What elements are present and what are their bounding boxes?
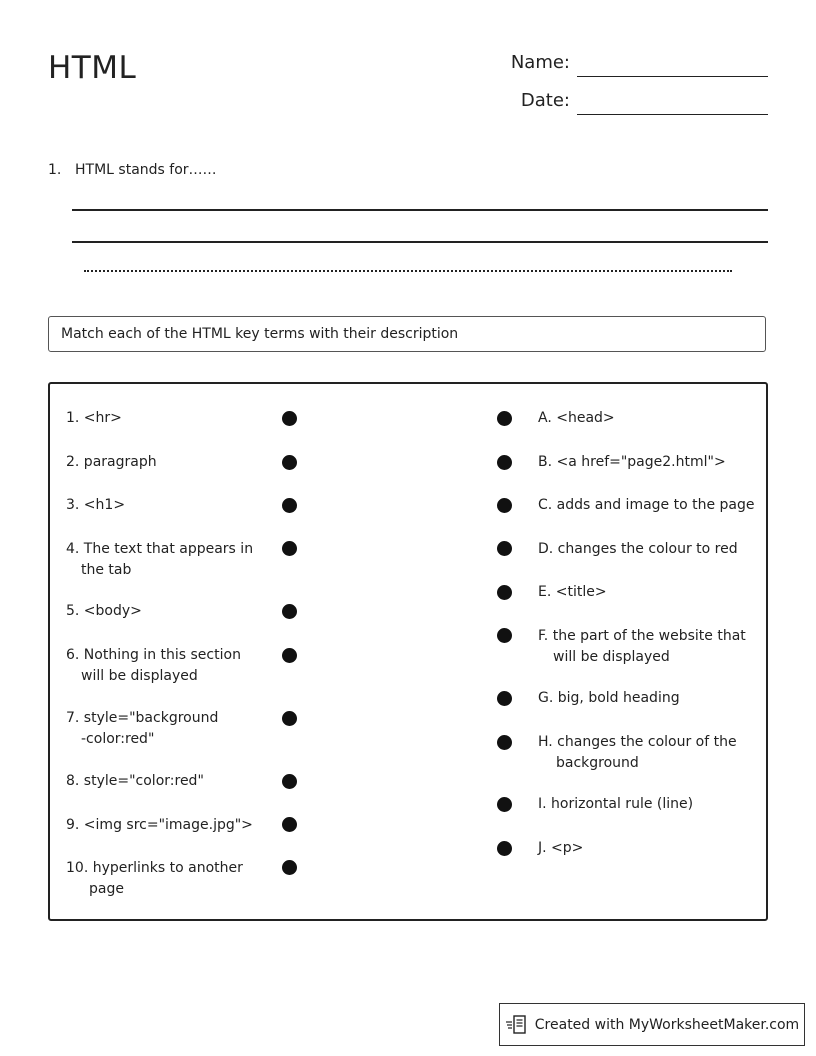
term-10-text: 10. hyperlinks to another page bbox=[66, 860, 243, 897]
desc-b-dot[interactable] bbox=[497, 455, 512, 470]
answer-line-2[interactable] bbox=[72, 241, 768, 243]
term-7 bbox=[66, 708, 256, 750]
desc-a: A. <head> bbox=[538, 410, 615, 426]
page-title: HTML bbox=[48, 50, 137, 86]
answer-line-1[interactable] bbox=[72, 209, 768, 211]
term-1-dot[interactable] bbox=[282, 411, 297, 426]
desc-c-dot[interactable] bbox=[497, 498, 512, 513]
term-8-dot[interactable] bbox=[282, 774, 297, 789]
question-1-text: HTML stands for…… bbox=[75, 162, 217, 178]
term-2-dot[interactable] bbox=[282, 455, 297, 470]
desc-d: D. changes the colour to red bbox=[538, 541, 738, 557]
term-6-dot[interactable] bbox=[282, 648, 297, 663]
dotted-answer-line[interactable] bbox=[84, 270, 732, 272]
desc-b: B. <a href="page2.html"> bbox=[538, 454, 726, 470]
desc-g: G. big, bold heading bbox=[538, 690, 680, 706]
desc-h bbox=[538, 732, 758, 774]
term-7-dot[interactable] bbox=[282, 711, 297, 726]
desc-f-dot[interactable] bbox=[497, 628, 512, 643]
term-4 bbox=[66, 539, 256, 581]
term-6-text: 6. Nothing in this section will be displayed bbox=[66, 647, 241, 684]
badge-text: Created with MyWorksheetMaker.com bbox=[534, 1016, 800, 1033]
desc-h-text: H. changes the colour of the background bbox=[538, 734, 737, 771]
date-label: Date: bbox=[520, 90, 570, 111]
term-4-text: 4. The text that appears in the tab bbox=[66, 541, 254, 578]
question-1-number: 1. bbox=[48, 162, 62, 178]
term-9: 9. <img src="image.jpg"> bbox=[66, 817, 253, 833]
term-10 bbox=[66, 858, 256, 900]
term-9-dot[interactable] bbox=[282, 817, 297, 832]
desc-c: C. adds and image to the page bbox=[538, 497, 755, 513]
desc-j: J. <p> bbox=[538, 840, 584, 856]
term-10-dot[interactable] bbox=[282, 860, 297, 875]
term-1: 1. <hr> bbox=[66, 410, 122, 426]
term-2: 2. paragraph bbox=[66, 454, 157, 470]
term-4-dot[interactable] bbox=[282, 541, 297, 556]
desc-f bbox=[538, 626, 758, 668]
matching-instructions: Match each of the HTML key terms with their description bbox=[48, 316, 766, 352]
name-field-line[interactable] bbox=[577, 76, 768, 77]
worksheet-maker-logo-icon bbox=[505, 1013, 529, 1037]
desc-i-dot[interactable] bbox=[497, 797, 512, 812]
term-3-dot[interactable] bbox=[282, 498, 297, 513]
date-field-line[interactable] bbox=[577, 114, 768, 115]
term-3: 3. <h1> bbox=[66, 497, 126, 513]
desc-e: E. <title> bbox=[538, 584, 607, 600]
term-7-text: 7. style="background-color:red" bbox=[66, 710, 219, 747]
term-5-dot[interactable] bbox=[282, 604, 297, 619]
desc-f-text: F. the part of the website that will be displayed bbox=[538, 628, 746, 665]
desc-j-dot[interactable] bbox=[497, 841, 512, 856]
question-1 bbox=[48, 162, 217, 178]
desc-e-dot[interactable] bbox=[497, 585, 512, 600]
created-with-badge[interactable] bbox=[499, 1003, 805, 1046]
desc-g-dot[interactable] bbox=[497, 691, 512, 706]
desc-h-dot[interactable] bbox=[497, 735, 512, 750]
term-8: 8. style="color:red" bbox=[66, 773, 204, 789]
desc-i: I. horizontal rule (line) bbox=[538, 796, 694, 812]
desc-d-dot[interactable] bbox=[497, 541, 512, 556]
term-5: 5. <body> bbox=[66, 603, 142, 619]
desc-a-dot[interactable] bbox=[497, 411, 512, 426]
name-label: Name: bbox=[510, 52, 570, 73]
term-6 bbox=[66, 645, 256, 687]
